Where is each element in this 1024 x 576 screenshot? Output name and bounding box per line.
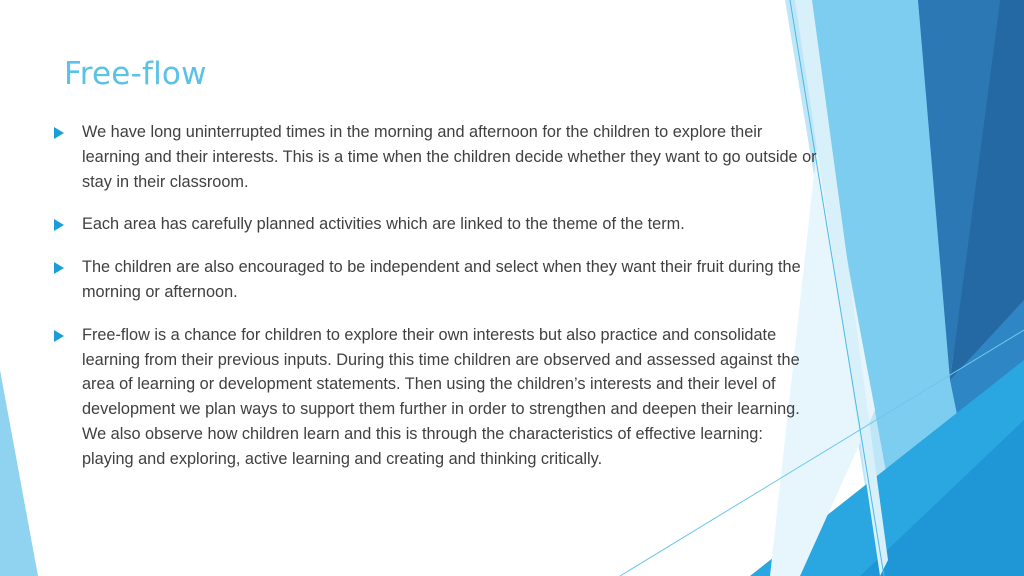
bullet-item [52,212,817,237]
left-edge-shape [0,370,38,576]
bullet-text: The children are also encouraged to be independent and select when they want their fruit during the morning or afternoon. [82,258,801,301]
slide-title: Free-flow [64,56,207,92]
bullet-item [52,255,817,305]
bullet-item [52,323,817,472]
bullet-arrow-icon [54,127,64,139]
bullet-text: Free-flow is a chance for children to explore their own interests but also practice and consolidate learning from their previous inputs. During this time children are observed and assessed against the area of learning or development statements. Then using the children’s interests and their level of development we plan ways to support them further in order to strengthen and deepen their learning. We also observe how children learn and this is through the characteristics of effective learning: playing and exploring, active learning and creating and thinking critically. [82,325,800,468]
bullet-text: We have long uninterrupted times in the morning and afternoon for the children to explore their learning and their interests. This is a time when the children decide whether they want to go outside or stay in their classroom. [82,123,817,191]
bullet-arrow-icon [54,219,64,231]
bullet-list [52,120,817,472]
bullet-item [52,120,817,194]
bullet-text: Each area has carefully planned activities which are linked to the theme of the term. [82,215,685,234]
bullet-arrow-icon [54,330,64,342]
bullet-arrow-icon [54,262,64,274]
